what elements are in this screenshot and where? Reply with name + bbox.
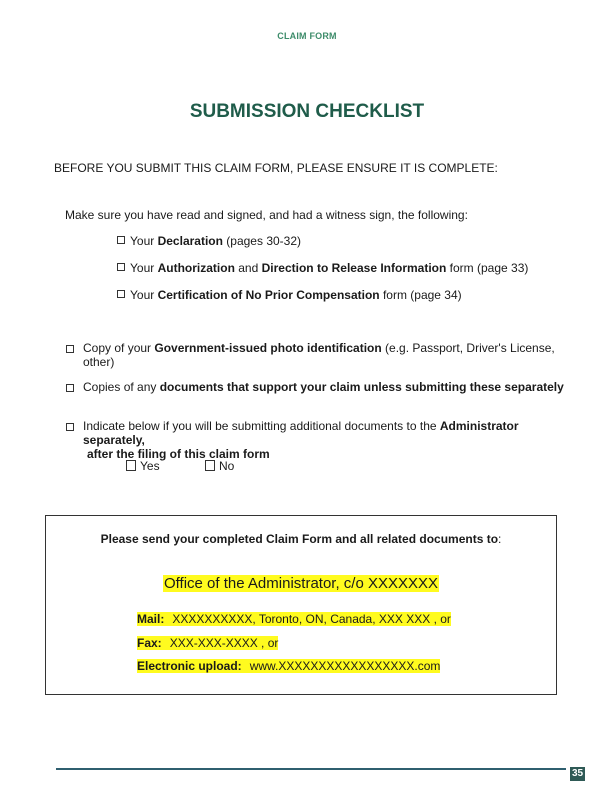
no-checkbox[interactable] xyxy=(205,460,215,471)
send-heading: Please send your completed Claim Form and all related documents to: xyxy=(100,532,502,546)
checklist-item-supporting-documents: Copies of any documents that support your claim unless submitting these separately xyxy=(66,380,566,394)
checkbox[interactable] xyxy=(117,290,125,298)
checkbox[interactable] xyxy=(66,384,74,392)
checkbox[interactable] xyxy=(66,345,74,353)
lead-text: Make sure you have read and signed, and had a witness sign, the following: xyxy=(65,208,468,222)
footer-divider xyxy=(56,768,566,770)
submission-address-box xyxy=(45,515,557,695)
page-title: SUBMISSION CHECKLIST xyxy=(189,101,425,122)
fax-line: Fax: XXX-XXX-XXXX , or xyxy=(137,636,279,650)
mail-line: Mail: XXXXXXXXXX, Toronto, ON, Canada, XXX XXX , or xyxy=(137,612,451,626)
checklist-item-photo-id: Copy of your Government-issued photo identification (e.g. Passport, Driver's License, other) xyxy=(66,341,566,369)
no-option[interactable]: No xyxy=(205,459,234,473)
checkbox[interactable] xyxy=(117,236,125,244)
checklist-item-declaration: Your Declaration (pages 30-32) xyxy=(117,234,301,248)
checkbox[interactable] xyxy=(117,263,125,271)
intro-text: BEFORE YOU SUBMIT THIS CLAIM FORM, PLEASE ENSURE IT IS COMPLETE: xyxy=(54,161,498,175)
page-number: 35 xyxy=(571,768,584,779)
upload-line: Electronic upload: www.XXXXXXXXXXXXXXXXX.com xyxy=(137,659,441,673)
yes-checkbox[interactable] xyxy=(126,460,136,471)
checklist-item-additional-documents: Indicate below if you will be submitting additional documents to the Administrator separately, after the filing of this claim form xyxy=(66,419,566,461)
checklist-item-certification: Your Certification of No Prior Compensation form (page 34) xyxy=(117,288,462,302)
yes-option[interactable]: Yes xyxy=(126,459,160,473)
checkbox[interactable] xyxy=(66,423,74,431)
header-label: CLAIM FORM xyxy=(277,31,337,41)
checklist-item-authorization: Your Authorization and Direction to Release Information form (page 33) xyxy=(117,261,528,275)
office-name: Office of the Administrator, c/o XXXXXXX xyxy=(163,575,439,592)
